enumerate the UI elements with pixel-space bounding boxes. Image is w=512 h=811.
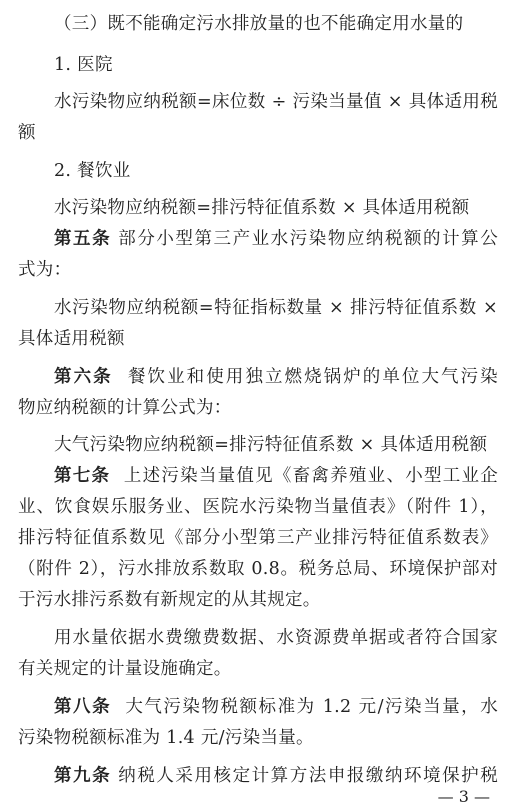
list-item: 2. 餐饮业 [54, 161, 131, 181]
article-paragraph [54, 464, 498, 488]
article-paragraph [54, 227, 498, 251]
article-text: 大气污染物税额标准为 1.2 元/污染当量，水 [125, 697, 498, 717]
article-text: 于污水排污系数有新规定的从其规定。 [18, 590, 321, 610]
list-item: 1. 医院 [54, 55, 113, 75]
formula-line: 额 [18, 123, 36, 143]
formula-line: 具体适用税额 [18, 329, 125, 349]
article-text: 污染物税额标准为 1.4 元/污染当量。 [18, 728, 314, 748]
section-heading: （三）既不能确定污水排放量的也不能确定用水量的 [54, 14, 464, 34]
article-label: 第五条 [54, 229, 112, 249]
article-label: 第八条 [54, 697, 112, 717]
article-text: 排污特征值系数见《部分小型第三产业排污特征值系数表》 [18, 528, 498, 548]
article-text: 有关规定的计量设施确定。 [18, 659, 232, 679]
article-text: 用水量依据水费缴费数据、水资源费单据或者符合国家 [54, 628, 498, 648]
article-text: （附件 2），污水排放系数取 0.8。税务总局、环境保护部对 [18, 559, 498, 579]
formula-line: 水污染物应纳税额=特征指标数量 × 排污特征值系数 × [54, 298, 498, 318]
article-label: 第七条 [54, 466, 111, 486]
article-text: 纳税人采用核定计算方法申报缴纳环境保护税 [118, 766, 499, 786]
article-paragraph [54, 695, 498, 719]
article-text: 业、饮食娱乐服务业、医院水污染物当量值表》（附件 1）， [18, 497, 498, 517]
formula-line: 水污染物应纳税额=床位数 ÷ 污染当量值 × 具体适用税 [54, 92, 498, 112]
formula-line: 大气污染物应纳税额=排污特征值系数 × 具体适用税额 [54, 435, 488, 455]
formula-line: 水污染物应纳税额=排污特征值系数 × 具体适用税额 [54, 198, 470, 218]
page-number: — 3 — [437, 787, 490, 806]
article-text: 式为： [18, 260, 72, 280]
article-text: 上述污染当量值见《畜禽养殖业、小型工业企 [123, 466, 499, 486]
article-text: 部分小型第三产业水污染物应纳税额的计算公 [118, 229, 499, 249]
article-label: 第九条 [54, 766, 112, 786]
article-paragraph [54, 764, 498, 788]
article-text: 物应纳税额的计算公式为： [18, 398, 232, 418]
article-label: 第六条 [54, 367, 113, 387]
article-paragraph [54, 365, 498, 389]
article-text: 餐饮业和使用独立燃烧锅炉的单位大气污染 [127, 367, 498, 387]
